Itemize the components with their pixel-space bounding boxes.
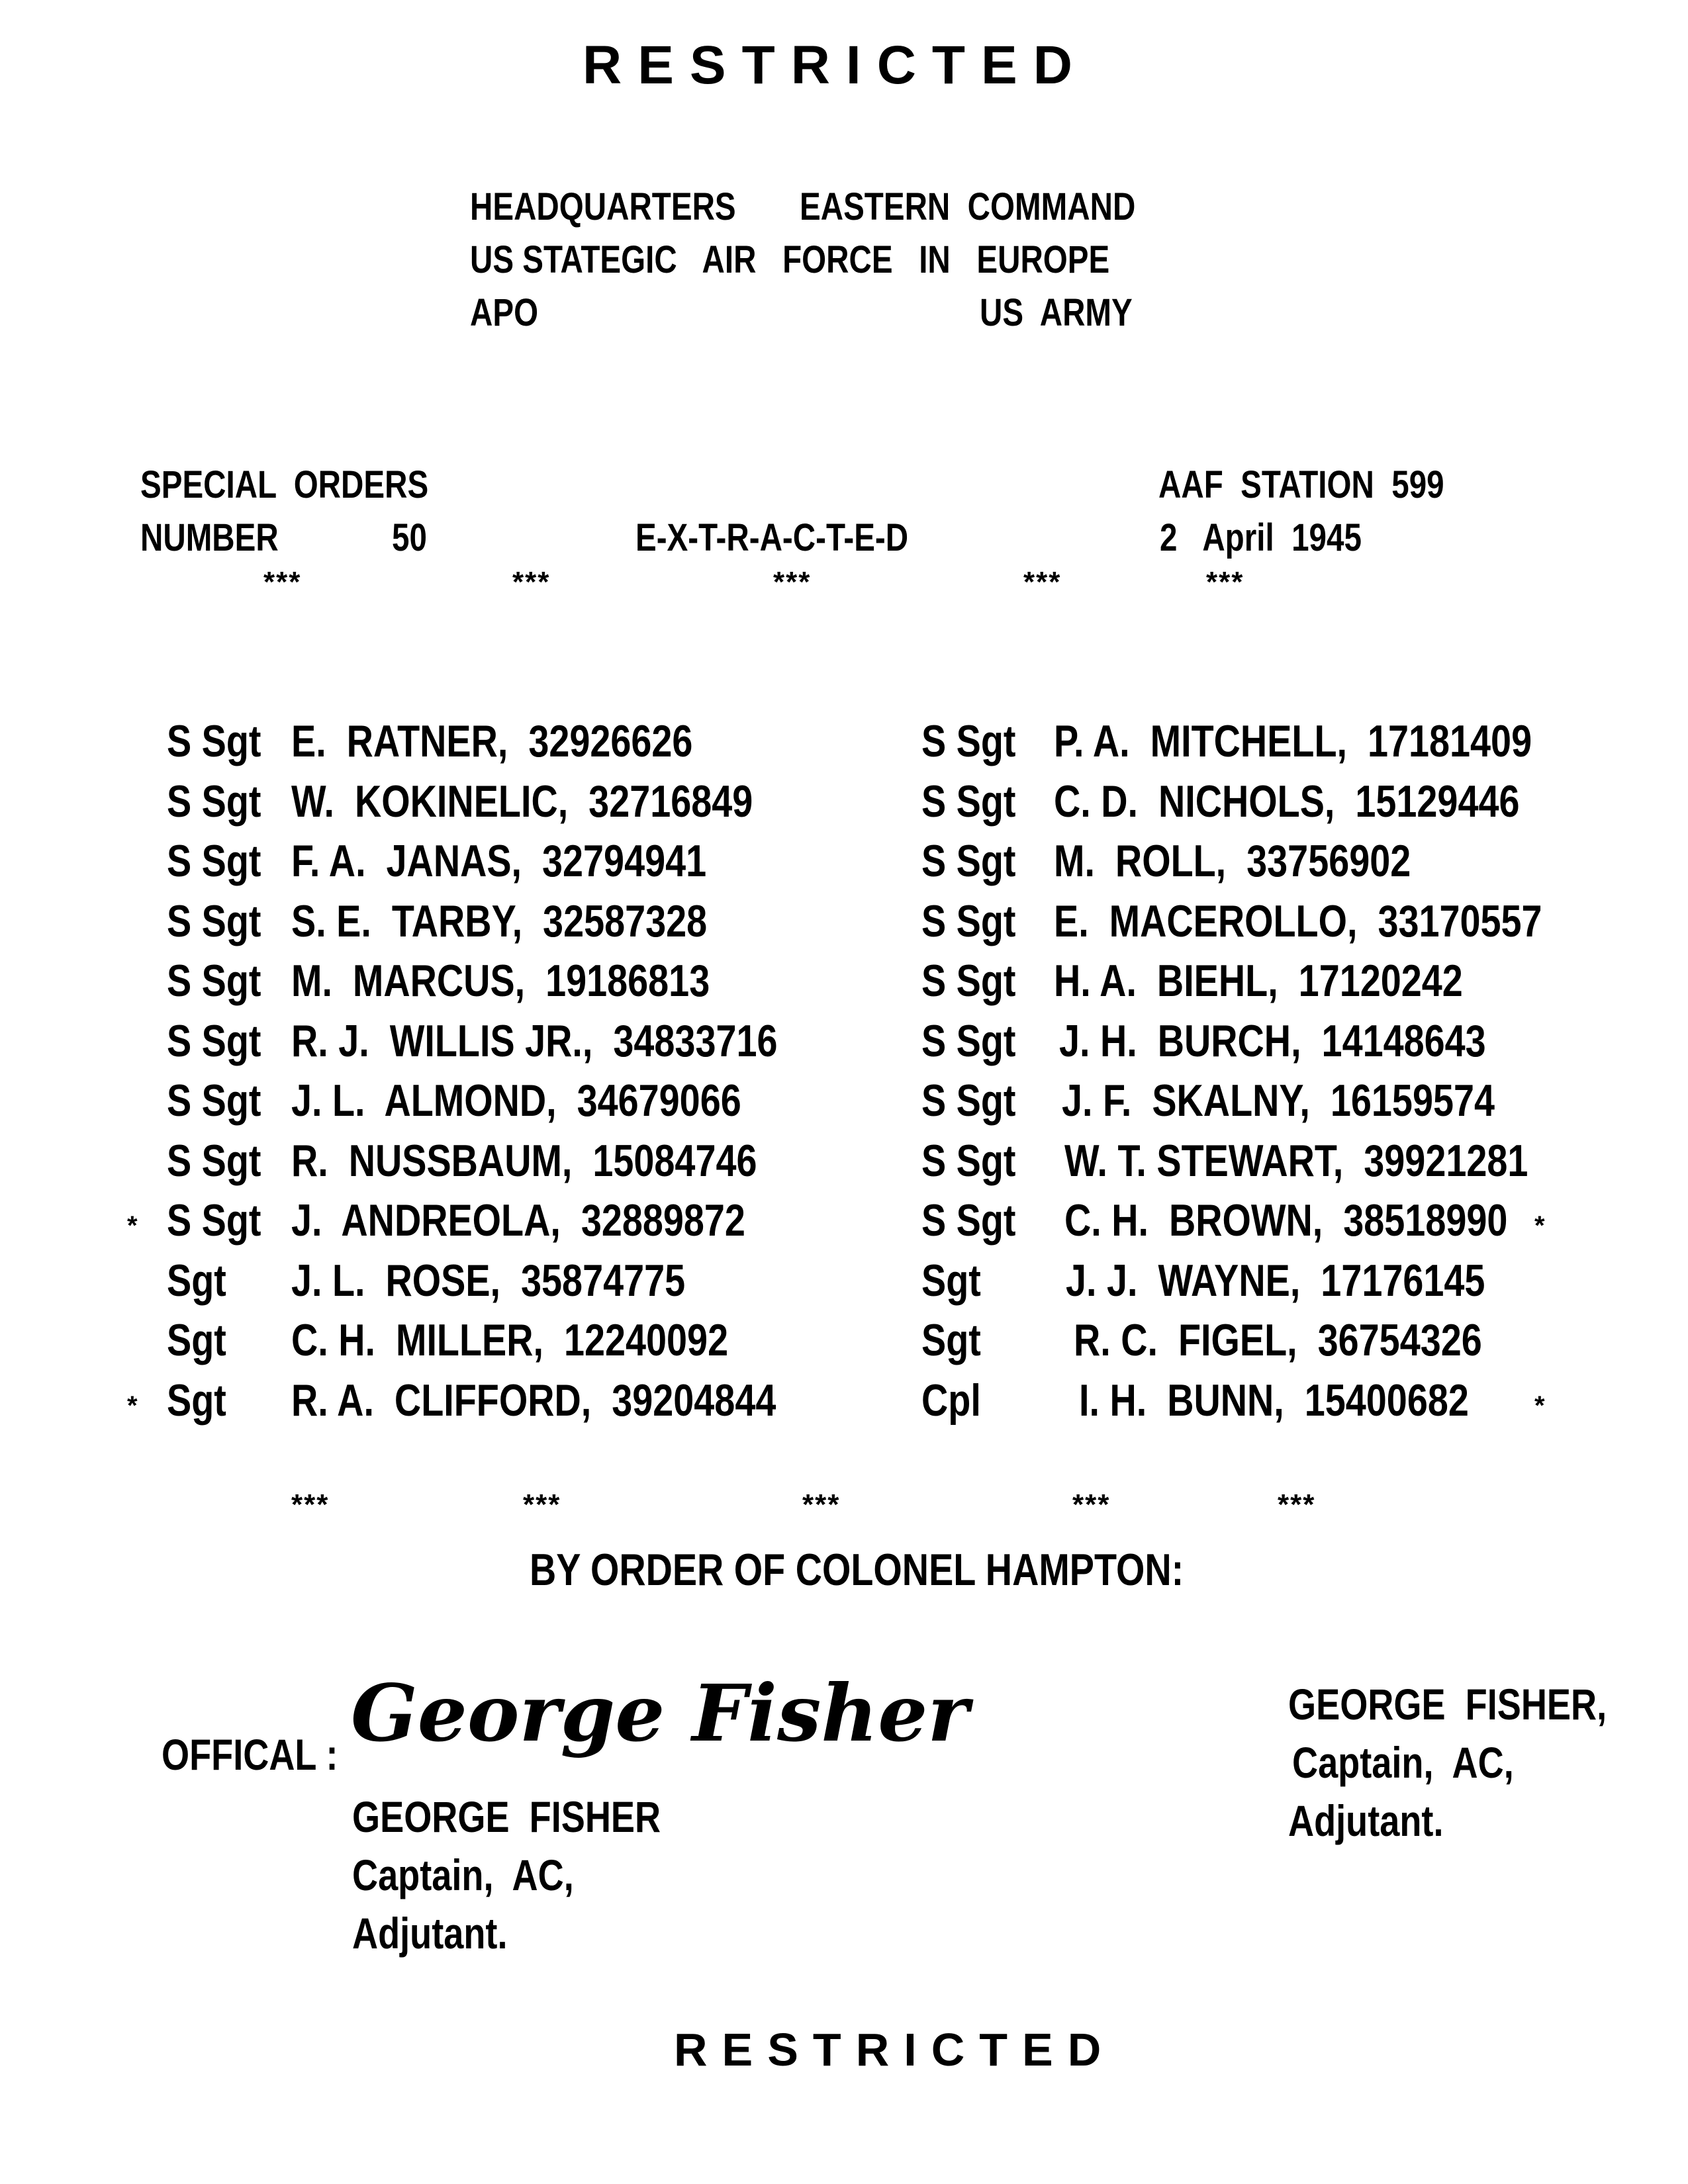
roster-rank: S Sgt — [167, 956, 261, 1006]
separator-stars: *** — [512, 566, 551, 598]
roster-rank: Sgt — [167, 1375, 226, 1426]
roster-mark: * — [1534, 1391, 1545, 1420]
separator-stars: *** — [1206, 566, 1244, 598]
roster-entry: J. J. WAYNE, 17176145 — [1066, 1255, 1485, 1306]
roster-entry: C. D. NICHOLS, 15129446 — [1054, 776, 1520, 827]
roster-rank: S Sgt — [921, 716, 1016, 766]
extracted-label: E-X-T-R-A-C-T-E-D — [635, 516, 909, 559]
roster-rank: S Sgt — [921, 776, 1016, 827]
roster-entry: C. H. MILLER, 12240092 — [291, 1315, 729, 1365]
roster-rank: S Sgt — [921, 956, 1016, 1006]
roster-entry: M. ROLL, 33756902 — [1054, 836, 1411, 886]
right-signer-name: GEORGE FISHER, — [1288, 1680, 1607, 1729]
hq-line2: US STATEGIC AIR FORCE IN EUROPE — [470, 238, 1110, 281]
special-orders-label: SPECIAL ORDERS — [140, 463, 429, 506]
roster-rank: Cpl — [921, 1375, 981, 1426]
roster-rank: S Sgt — [921, 1016, 1016, 1066]
roster-mark: * — [127, 1211, 138, 1240]
roster-entry: W. T. STEWART, 39921281 — [1064, 1136, 1528, 1186]
roster-entry: J. L. ROSE, 35874775 — [291, 1255, 686, 1306]
roster-mark: * — [127, 1391, 138, 1420]
roster-entry: R. A. CLIFFORD, 39204844 — [291, 1375, 776, 1426]
roster-entry: I. H. BUNN, 15400682 — [1079, 1375, 1469, 1426]
right-signer-title: Captain, AC, — [1292, 1738, 1514, 1787]
roster-entry: C. H. BROWN, 38518990 — [1064, 1195, 1508, 1246]
roster-entry: H. A. BIEHL, 17120242 — [1054, 956, 1463, 1006]
by-order-line: BY ORDER OF COLONEL HAMPTON: — [530, 1545, 1184, 1595]
station-label: AAF STATION 599 — [1158, 463, 1444, 506]
roster-rank: Sgt — [921, 1315, 981, 1365]
hq-line3-right: US ARMY — [980, 291, 1133, 334]
roster-rank: Sgt — [167, 1315, 226, 1365]
roster-rank: S Sgt — [167, 716, 261, 766]
separator-stars: *** — [773, 566, 812, 598]
roster-rank: S Sgt — [167, 1136, 261, 1186]
roster-rank: Sgt — [167, 1255, 226, 1306]
right-signer-role: Adjutant. — [1288, 1796, 1444, 1845]
roster-entry: J. L. ALMOND, 34679066 — [291, 1075, 741, 1126]
hq-line3-left: APO — [470, 291, 539, 334]
separator-stars: *** — [1278, 1488, 1316, 1521]
classification-top: RESTRICTED — [583, 35, 1088, 95]
order-date: 2 April 1945 — [1160, 516, 1362, 559]
roster-entry: R. C. FIGEL, 36754326 — [1074, 1315, 1482, 1365]
roster-rank: S Sgt — [921, 896, 1016, 946]
separator-stars: *** — [1023, 566, 1062, 598]
signature: George Fisher — [351, 1667, 969, 1759]
hq-line1-left: HEADQUARTERS — [470, 185, 736, 228]
left-signer-title: Captain, AC, — [352, 1850, 574, 1899]
roster-rank: S Sgt — [921, 1136, 1016, 1186]
number-label: NUMBER — [140, 516, 279, 559]
roster-entry: E. RATNER, 32926626 — [291, 716, 693, 766]
roster-entry: P. A. MITCHELL, 17181409 — [1054, 716, 1532, 766]
roster-rank: S Sgt — [167, 1195, 261, 1246]
roster-entry: M. MARCUS, 19186813 — [291, 956, 710, 1006]
roster-entry: F. A. JANAS, 32794941 — [291, 836, 707, 886]
roster-rank: S Sgt — [921, 836, 1016, 886]
roster-entry: R. J. WILLIS JR., 34833716 — [291, 1016, 778, 1066]
roster-rank: S Sgt — [167, 1016, 261, 1066]
roster-entry: S. E. TARBY, 32587328 — [291, 896, 708, 946]
left-signer-name: GEORGE FISHER — [352, 1792, 661, 1841]
classification-bottom: RESTRICTED — [674, 2024, 1116, 2075]
roster-rank: S Sgt — [921, 1195, 1016, 1246]
roster-mark: * — [1534, 1211, 1545, 1240]
roster-rank: S Sgt — [167, 896, 261, 946]
roster-rank: Sgt — [921, 1255, 981, 1306]
roster-rank: S Sgt — [167, 776, 261, 827]
left-signer-role: Adjutant. — [352, 1909, 508, 1958]
roster-rank: S Sgt — [167, 836, 261, 886]
official-label: OFFICAL : — [162, 1730, 338, 1779]
order-number: 50 — [392, 516, 427, 559]
separator-stars: *** — [1072, 1488, 1111, 1521]
roster-entry: W. KOKINELIC, 32716849 — [291, 776, 753, 827]
roster-entry: J. ANDREOLA, 32889872 — [291, 1195, 745, 1246]
hq-line1-right: EASTERN COMMAND — [800, 185, 1136, 228]
roster-entry: J. H. BURCH, 14148643 — [1059, 1016, 1486, 1066]
separator-stars: *** — [523, 1488, 561, 1521]
roster-entry: E. MACEROLLO, 33170557 — [1054, 896, 1542, 946]
roster-entry: R. NUSSBAUM, 15084746 — [291, 1136, 757, 1186]
roster-rank: S Sgt — [167, 1075, 261, 1126]
separator-stars: *** — [291, 1488, 330, 1521]
roster-entry: J. F. SKALNY, 16159574 — [1062, 1075, 1495, 1126]
separator-stars: *** — [263, 566, 302, 598]
separator-stars: *** — [802, 1488, 841, 1521]
roster-rank: S Sgt — [921, 1075, 1016, 1126]
